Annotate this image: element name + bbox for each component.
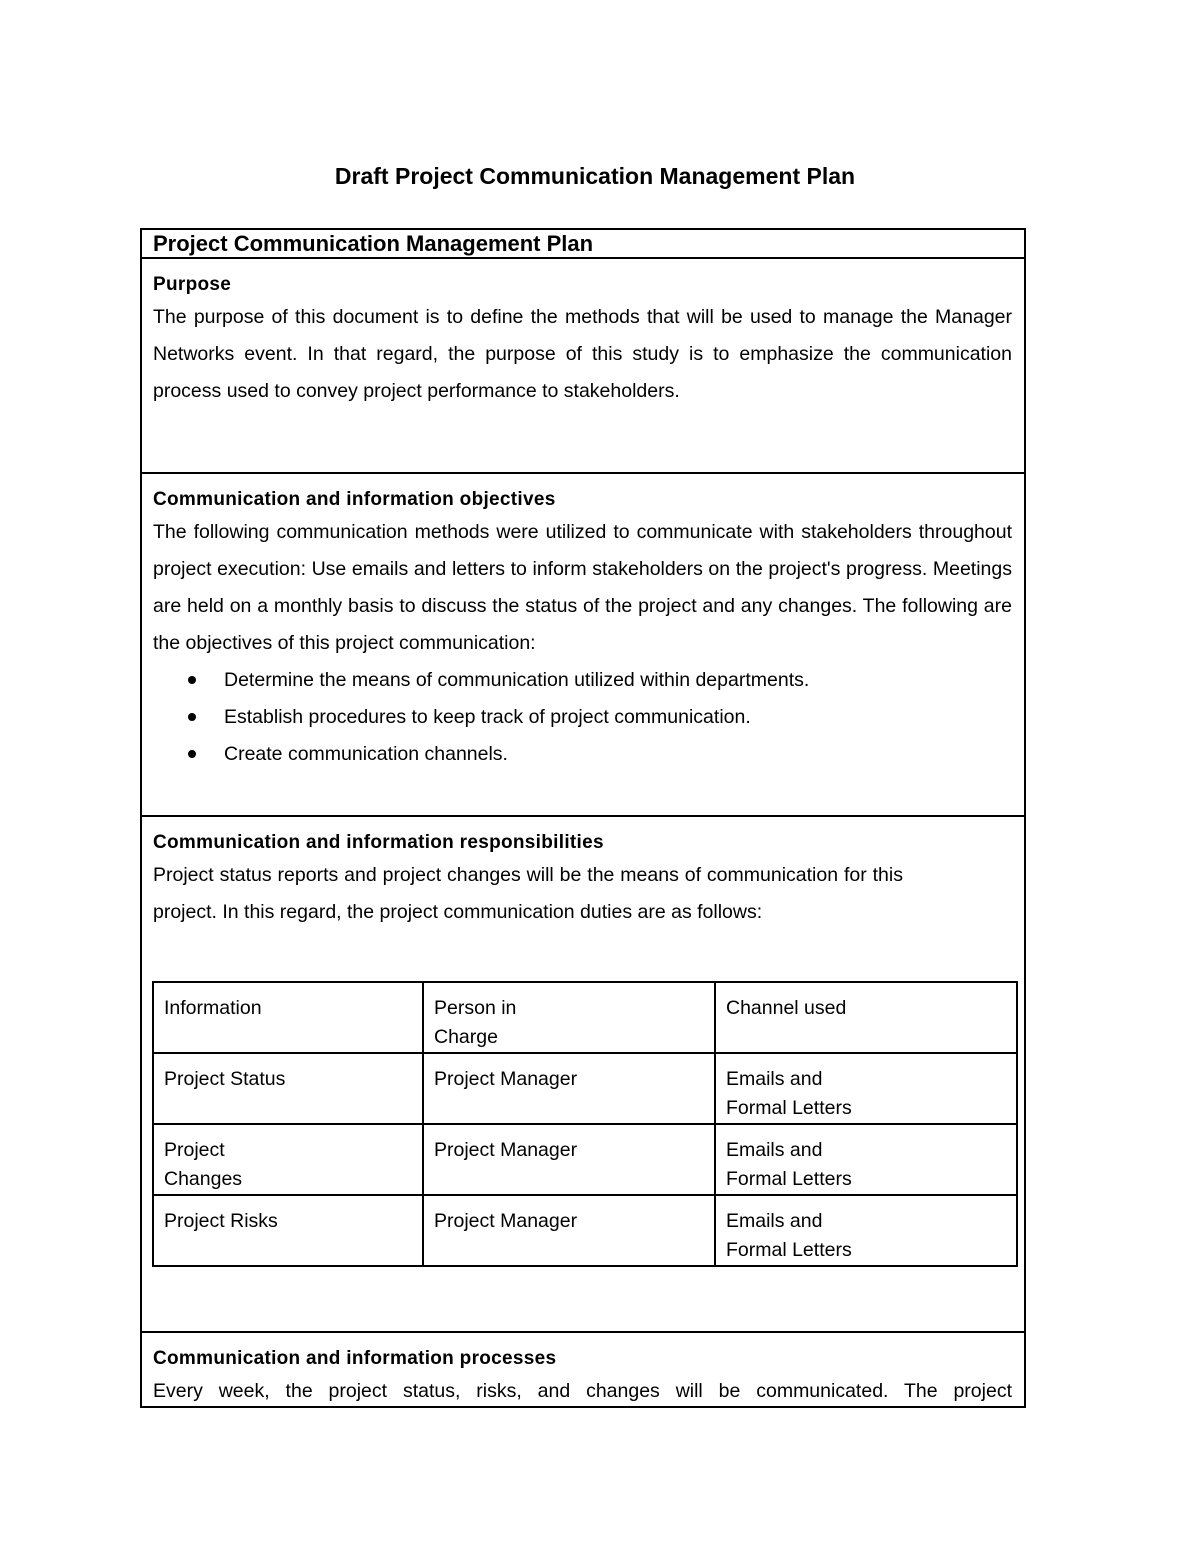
table-header-cell: Information <box>153 982 423 1053</box>
table-cell: Project Risks <box>153 1195 423 1266</box>
table-cell: Emails and Formal Letters <box>715 1124 1017 1195</box>
bullet-icon <box>188 713 196 721</box>
duties-table <box>152 981 1018 1267</box>
processes-heading: Communication and information processes <box>153 1348 557 1369</box>
list-item-text: Create communication channels. <box>224 743 508 765</box>
table-header-cell: Person in Charge <box>423 982 715 1053</box>
plan-table-title: Project Communication Management Plan <box>153 231 594 256</box>
table-cell: Emails and Formal Letters <box>715 1195 1017 1266</box>
list-item-text: Determine the means of communication utilized within departments. <box>224 669 810 691</box>
list-item <box>153 662 1012 699</box>
bullet-icon <box>188 676 196 684</box>
purpose-section <box>142 259 1024 474</box>
table-row <box>153 1195 1017 1266</box>
objectives-heading: Communication and information objectives <box>153 489 556 510</box>
objectives-text: The following communication methods were utilized to communicate with stakeholders throughout project execution: Use emails and letters to inform stakeholders on the project's progress. Meetings are held on a monthly basis to discuss the status of the project and any changes. The following are the objectives of this project communication: <box>153 521 1012 654</box>
responsibilities-text: Project status reports and project changes will be the means of communication for this project. In this regard, the project communication duties are as follows: <box>153 864 903 923</box>
objectives-list <box>153 662 1012 773</box>
document-title: Draft Project Communication Management Plan <box>334 163 856 189</box>
list-item <box>153 699 1012 736</box>
table-row <box>153 1053 1017 1124</box>
table-header-cell: Channel used <box>715 982 1017 1053</box>
processes-text: Every week, the project status, risks, and changes will be communicated. The project <box>153 1380 1012 1402</box>
table-cell: Project Changes <box>153 1124 423 1195</box>
purpose-heading: Purpose <box>153 274 232 295</box>
list-item-text: Establish procedures to keep track of project communication. <box>224 706 751 728</box>
responsibilities-heading: Communication and information responsibilities <box>153 832 604 853</box>
purpose-text: The purpose of this document is to define the methods that will be used to manage the Manager Networks event. In that regard, the purpose of this study is to emphasize the communication process used to convey project performance to stakeholders. <box>153 306 1012 402</box>
responsibilities-section <box>142 817 1024 1333</box>
table-header-row <box>153 982 1017 1053</box>
communication-plan-table <box>140 228 1026 1408</box>
table-cell: Emails and Formal Letters <box>715 1053 1017 1124</box>
table-row <box>153 1124 1017 1195</box>
processes-section <box>142 1333 1024 1408</box>
table-cell: Project Manager <box>423 1053 715 1124</box>
bullet-icon <box>188 750 196 758</box>
list-item <box>153 736 1012 773</box>
table-cell: Project Manager <box>423 1124 715 1195</box>
table-cell: Project Manager <box>423 1195 715 1266</box>
plan-table-header <box>142 230 1024 259</box>
objectives-section <box>142 474 1024 817</box>
table-cell: Project Status <box>153 1053 423 1124</box>
